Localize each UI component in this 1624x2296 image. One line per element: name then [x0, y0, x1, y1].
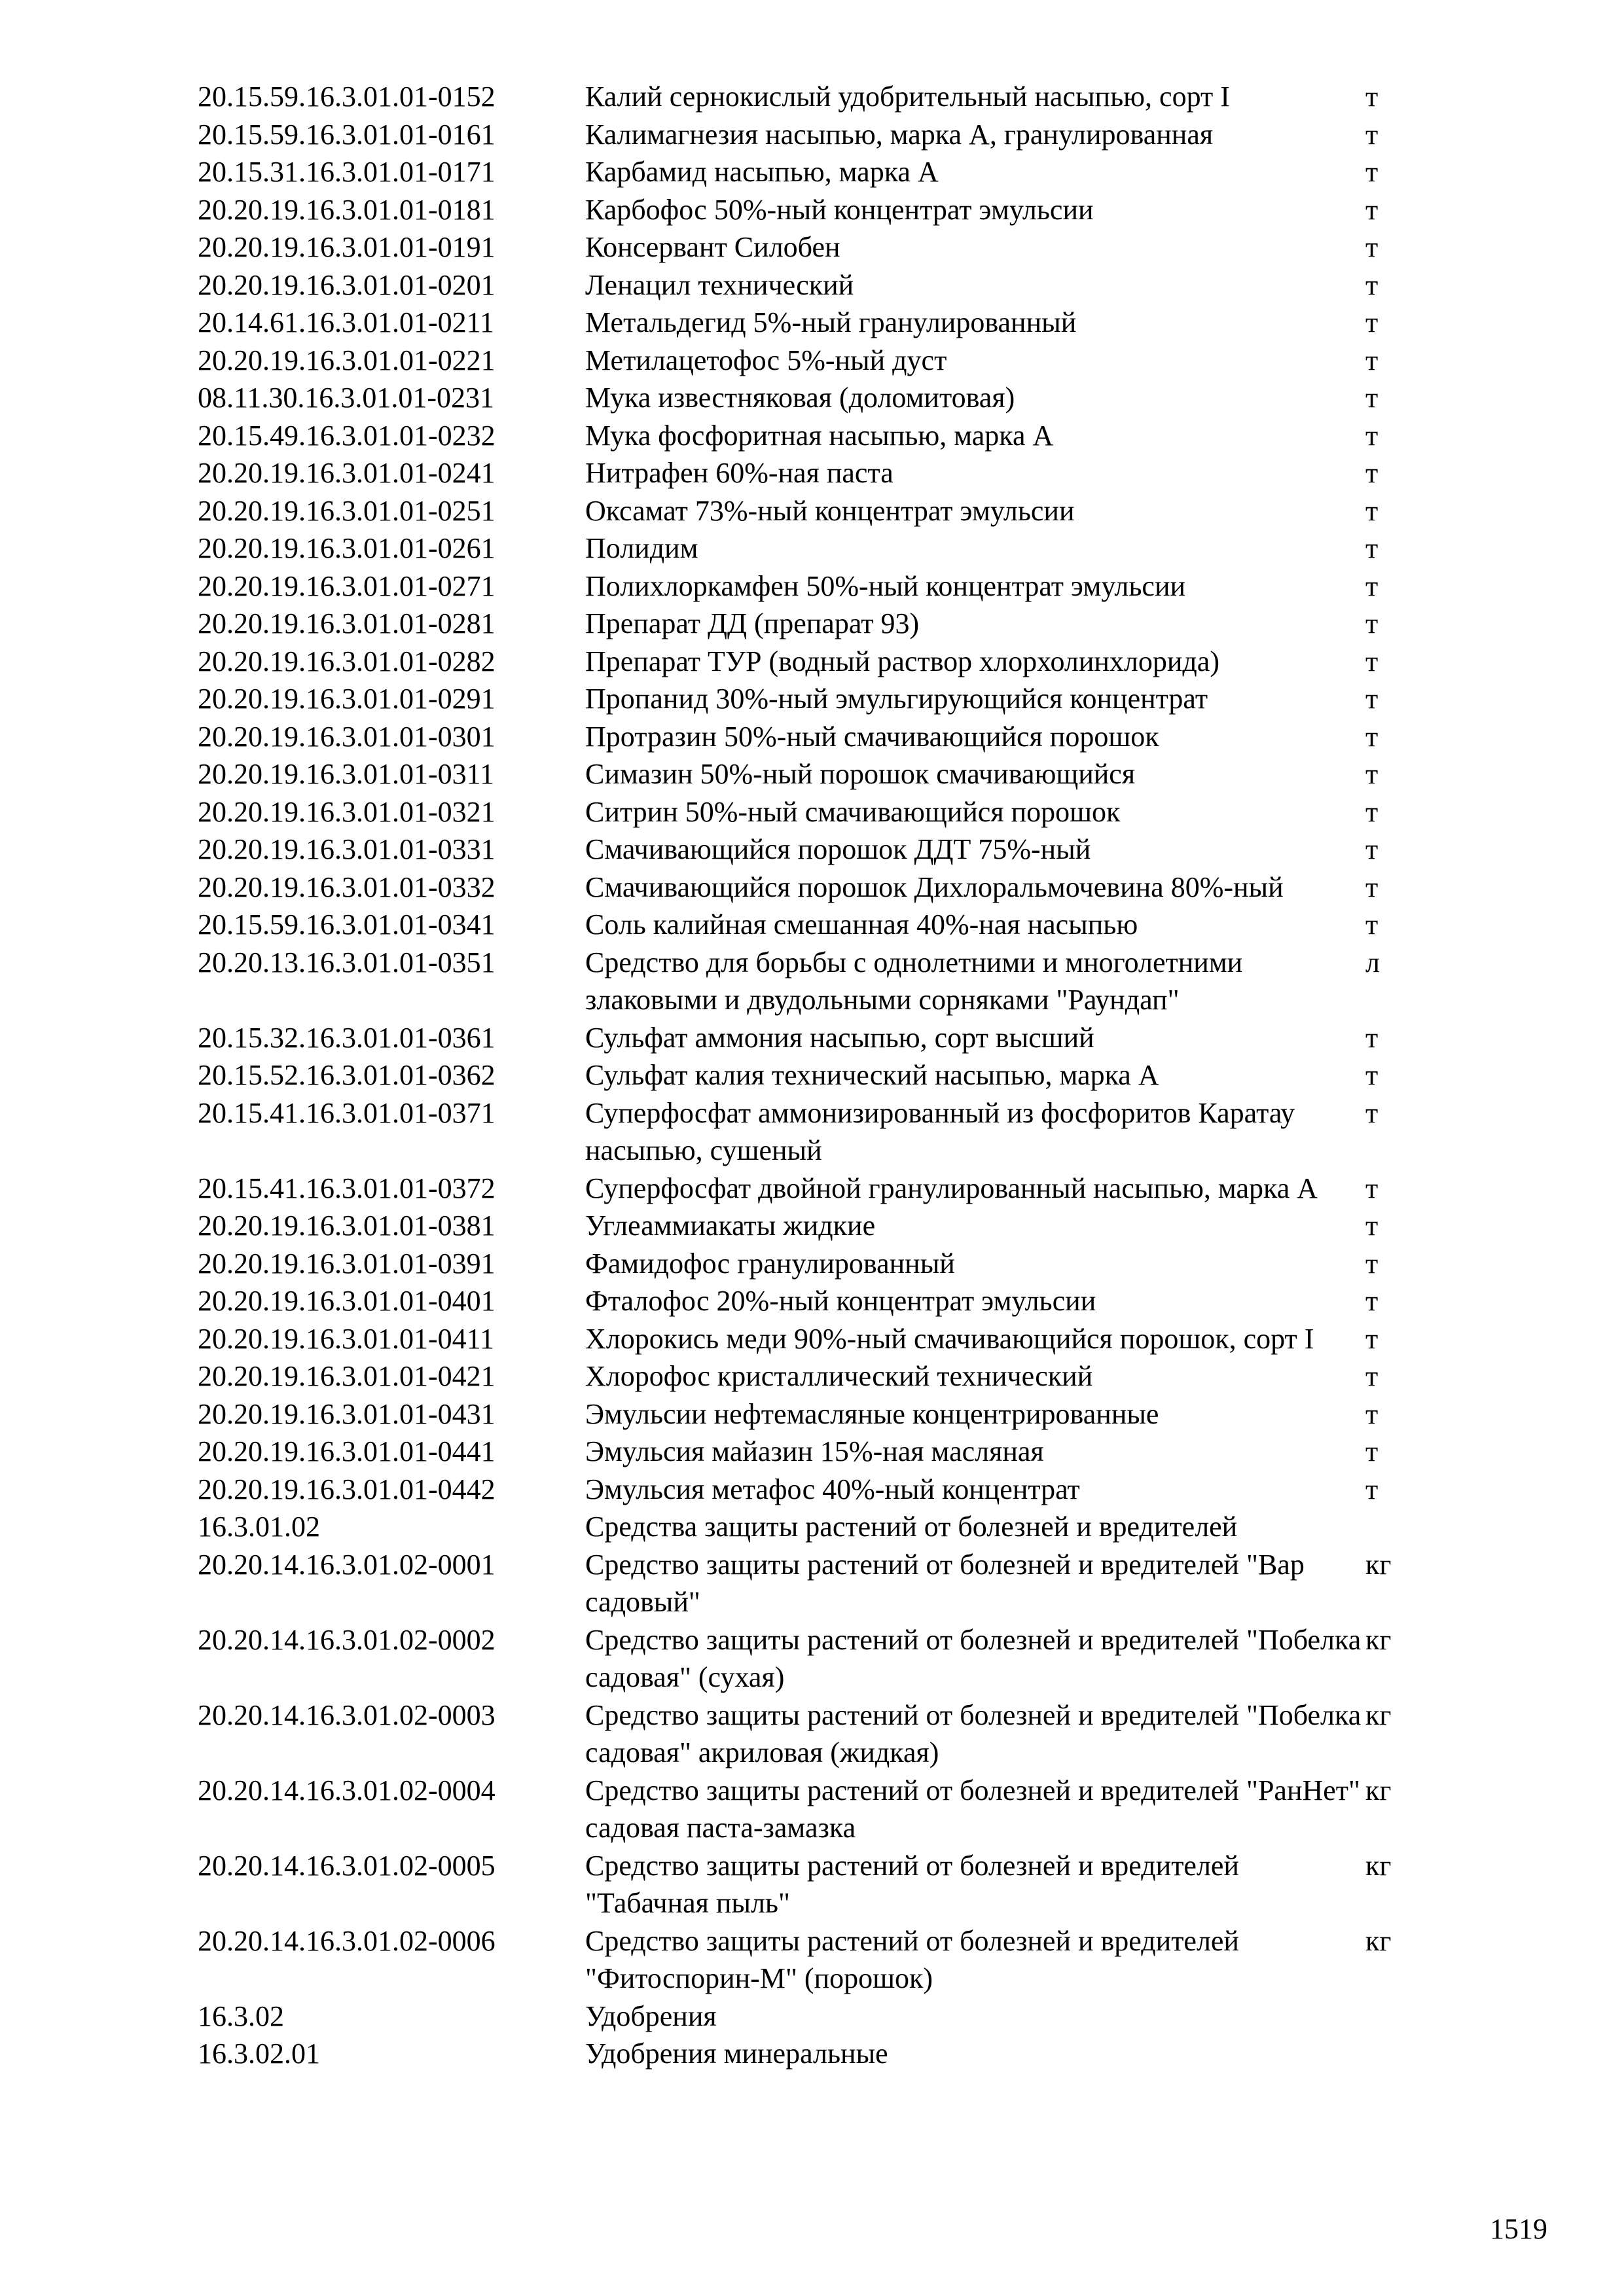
resource-name: Эмульсии нефтемасляные концентрированные: [585, 1397, 1159, 1430]
resource-code: 20.20.14.16.3.01.02-0005: [198, 1849, 496, 1882]
resource-code: 20.20.19.16.3.01.01-0381: [198, 1210, 496, 1242]
resource-unit: т: [1365, 720, 1379, 753]
resource-unit: т: [1365, 1397, 1379, 1430]
resource-name: Средство защиты растений от болезней и вредителей "Фитоспорин-М" (порошок): [585, 1924, 1239, 1994]
resource-code: 20.20.19.16.3.01.01-0311: [198, 758, 495, 790]
table-row: [198, 1998, 1441, 2036]
resource-unit: т: [1365, 532, 1379, 564]
resource-code: 20.20.19.16.3.01.01-0332: [198, 870, 496, 903]
resource-name: Смачивающийся порошок Дихлоральмочевина 80%-ный: [585, 870, 1284, 903]
resource-unit: т: [1365, 306, 1379, 338]
resource-unit: кг: [1365, 1849, 1392, 1882]
resource-name: Средства защиты растений от болезней и вредителей: [585, 1511, 1238, 1543]
resource-code: 08.11.30.16.3.01.01-0231: [198, 382, 495, 414]
resource-code: 20.20.19.16.3.01.01-0241: [198, 457, 496, 489]
resource-name: Протразин 50%-ный смачивающийся порошок: [585, 720, 1159, 753]
resource-unit: т: [1365, 457, 1379, 489]
resource-name: Метальдегид 5%-ный гранулированный: [585, 306, 1077, 338]
table-row: [198, 1508, 1441, 1546]
table-row: [198, 266, 1441, 304]
table-row: [198, 342, 1441, 380]
table-row: [198, 191, 1441, 229]
resource-name: Средство защиты растений от болезней и вредителей "Табачная пыль": [585, 1849, 1239, 1919]
table-row: [198, 1772, 1441, 1847]
resource-code: 20.20.19.16.3.01.01-0391: [198, 1247, 496, 1280]
table-row: [198, 2035, 1441, 2073]
resource-name: Мука известняковая (доломитовая): [585, 382, 1015, 414]
resource-name: Фамидофос гранулированный: [585, 1247, 955, 1280]
table-row: [198, 1696, 1441, 1772]
table-row: [198, 492, 1441, 530]
resource-name: Средство защиты растений от болезней и вредителей "Побелка садовая" акриловая (жидкая): [585, 1698, 1362, 1768]
resource-code: 20.20.19.16.3.01.01-0271: [198, 569, 496, 602]
table-row: [198, 529, 1441, 567]
resource-unit: т: [1365, 1096, 1379, 1129]
table-row: [198, 944, 1441, 1019]
table-row: [198, 1433, 1441, 1471]
resource-unit: т: [1365, 118, 1379, 151]
resource-unit: кг: [1365, 1924, 1392, 1957]
resource-name: Эмульсия майазин 15%-ная масляная: [585, 1435, 1044, 1467]
resource-name: Хлорофос кристаллический технический: [585, 1360, 1093, 1392]
table-row: [198, 1546, 1441, 1621]
table-row: [198, 567, 1441, 605]
resource-name: Средство защиты растений от болезней и вредителей "РанНет" садовая паста-замазка: [585, 1774, 1360, 1844]
table-row: [198, 906, 1441, 944]
resource-name: Смачивающийся порошок ДДТ 75%-ный: [585, 833, 1091, 865]
table-row: [198, 454, 1441, 492]
resource-code: 20.20.14.16.3.01.02-0001: [198, 1548, 496, 1581]
table-row: [198, 304, 1441, 342]
resource-code: 20.15.52.16.3.01.01-0362: [198, 1059, 496, 1091]
resource-unit: т: [1365, 833, 1379, 865]
resource-code: 20.20.19.16.3.01.01-0261: [198, 532, 496, 564]
resource-name: Суперфосфат аммонизированный из фосфоритов Каратау насыпью, сушеный: [585, 1096, 1295, 1166]
resource-code: 20.20.19.16.3.01.01-0282: [198, 645, 496, 677]
resource-name: Нитрафен 60%-ная паста: [585, 457, 893, 489]
resource-name: Средство для борьбы с однолетними и многолетними злаковыми и двудольными сорняками "Раундап": [585, 946, 1243, 1016]
table-row: [198, 417, 1441, 455]
resource-code: 16.3.01.02: [198, 1511, 320, 1543]
page-number: 1519: [1490, 2213, 1547, 2245]
resource-code: 20.15.59.16.3.01.01-0161: [198, 118, 496, 151]
table-row: [198, 680, 1441, 718]
resource-name: Средство защиты растений от болезней и вредителей "Побелка садовая" (сухая): [585, 1623, 1362, 1693]
table-row: [198, 869, 1441, 906]
resource-unit: т: [1365, 81, 1379, 113]
table-row: [198, 1019, 1441, 1057]
resource-code: 16.3.02.01: [198, 2037, 320, 2070]
resource-name: Пропанид 30%-ный эмульгирующийся концентрат: [585, 683, 1208, 715]
resource-name: Соль калийная смешанная 40%-ная насыпью: [585, 908, 1138, 941]
resource-unit: т: [1365, 382, 1379, 414]
resource-code: 20.20.19.16.3.01.01-0431: [198, 1397, 496, 1430]
resource-code: 20.15.41.16.3.01.01-0371: [198, 1096, 496, 1129]
resource-code: 20.15.59.16.3.01.01-0152: [198, 81, 496, 113]
resource-unit: т: [1365, 1322, 1379, 1355]
table-row: [198, 1320, 1441, 1358]
resource-name: Сульфат калия технический насыпью, марка А: [585, 1059, 1159, 1091]
resource-code: 20.20.19.16.3.01.01-0221: [198, 344, 496, 376]
resource-name: Углеаммиакаты жидкие: [585, 1210, 876, 1242]
resource-code: 20.20.19.16.3.01.01-0291: [198, 683, 496, 715]
resource-code: 20.20.19.16.3.01.01-0442: [198, 1473, 496, 1505]
table-row: [198, 718, 1441, 756]
resource-code: 20.20.14.16.3.01.02-0006: [198, 1924, 496, 1957]
resource-unit: т: [1365, 908, 1379, 941]
table-row: [198, 1847, 1441, 1922]
resource-code: 20.20.19.16.3.01.01-0251: [198, 494, 496, 527]
table-row: [198, 793, 1441, 831]
resource-unit: кг: [1365, 1548, 1392, 1581]
table-row: [198, 643, 1441, 681]
resource-unit: т: [1365, 1285, 1379, 1317]
resource-code: 20.15.32.16.3.01.01-0361: [198, 1021, 496, 1054]
resource-code: 20.20.19.16.3.01.01-0321: [198, 795, 496, 828]
table-row: [198, 755, 1441, 793]
resource-code: 20.15.41.16.3.01.01-0372: [198, 1172, 496, 1204]
resource-code: 20.20.19.16.3.01.01-0401: [198, 1285, 496, 1317]
table-row: [198, 1471, 1441, 1509]
table-row: [198, 78, 1441, 116]
resource-name: Метилацетофос 5%-ный дуст: [585, 344, 947, 376]
table-row: [198, 228, 1441, 266]
resource-name: Фталофос 20%-ный концентрат эмульсии: [585, 1285, 1096, 1317]
resource-name: Эмульсия метафос 40%-ный концентрат: [585, 1473, 1080, 1505]
resource-code: 16.3.02: [198, 2000, 284, 2032]
resource-unit: т: [1365, 1172, 1379, 1204]
resource-code: 20.20.13.16.3.01.01-0351: [198, 946, 496, 978]
resource-name: Карбофос 50%-ный концентрат эмульсии: [585, 193, 1094, 226]
resource-name: Полихлоркамфен 50%-ный концентрат эмульсии: [585, 569, 1186, 602]
table-row: [198, 1357, 1441, 1395]
resource-unit: т: [1365, 1247, 1379, 1280]
resource-name: Хлорокись меди 90%-ный смачивающийся порошок, сорт I: [585, 1322, 1314, 1355]
resource-code: 20.20.19.16.3.01.01-0441: [198, 1435, 496, 1467]
table-row: [198, 1170, 1441, 1208]
resource-name: Средство защиты растений от болезней и вредителей "Вар садовый": [585, 1548, 1305, 1618]
resource-unit: т: [1365, 156, 1379, 188]
resource-unit: т: [1365, 569, 1379, 602]
resource-code: 20.20.19.16.3.01.01-0181: [198, 193, 496, 226]
table-row: [198, 1922, 1441, 1998]
table-row: [198, 1621, 1441, 1696]
resource-name: Оксамат 73%-ный концентрат эмульсии: [585, 494, 1075, 527]
resource-code: 20.20.19.16.3.01.01-0411: [198, 1322, 495, 1355]
resource-name: Удобрения минеральные: [585, 2037, 888, 2070]
resource-code: 20.20.14.16.3.01.02-0004: [198, 1774, 496, 1806]
resource-name: Суперфосфат двойной гранулированный насыпью, марка А: [585, 1172, 1318, 1204]
table-row: [198, 605, 1441, 643]
resource-unit: т: [1365, 1435, 1379, 1467]
resource-code: 20.20.19.16.3.01.01-0201: [198, 268, 496, 301]
resource-unit: т: [1365, 607, 1379, 639]
table-row: [198, 1282, 1441, 1320]
resource-code: 20.20.19.16.3.01.01-0301: [198, 720, 496, 753]
resource-unit: т: [1365, 344, 1379, 376]
resource-code: 20.15.31.16.3.01.01-0171: [198, 156, 496, 188]
resource-name: Удобрения: [585, 2000, 717, 2032]
resource-unit: т: [1365, 645, 1379, 677]
resource-name: Сульфат аммония насыпью, сорт высший: [585, 1021, 1094, 1054]
resource-unit: т: [1365, 795, 1379, 828]
resource-code: 20.20.14.16.3.01.02-0002: [198, 1623, 496, 1656]
resource-name: Симазин 50%-ный порошок смачивающийся: [585, 758, 1136, 790]
resource-unit: т: [1365, 1473, 1379, 1505]
table-row: [198, 379, 1441, 417]
resource-unit: т: [1365, 1210, 1379, 1242]
table-row: [198, 153, 1441, 191]
resource-unit: т: [1365, 1021, 1379, 1054]
table-row: [198, 1094, 1441, 1170]
resource-name: Ситрин 50%-ный смачивающийся порошок: [585, 795, 1121, 828]
resource-unit: л: [1365, 946, 1380, 978]
resource-name: Калий сернокислый удобрительный насыпью, сорт I: [585, 81, 1230, 113]
resource-unit: кг: [1365, 1698, 1392, 1731]
resource-name: Калимагнезия насыпью, марка А, гранулированная: [585, 118, 1214, 151]
resource-name: Полидим: [585, 532, 698, 564]
resource-unit: т: [1365, 1059, 1379, 1091]
table-row: [198, 1395, 1441, 1433]
resource-name: Мука фосфоритная насыпью, марка А: [585, 419, 1054, 452]
resource-unit: т: [1365, 494, 1379, 527]
resource-name: Консервант Силобен: [585, 231, 840, 263]
resource-code: 20.20.19.16.3.01.01-0191: [198, 231, 496, 263]
table-row: [198, 1207, 1441, 1245]
resource-code: 20.20.19.16.3.01.01-0331: [198, 833, 496, 865]
resource-unit: т: [1365, 419, 1379, 452]
table-row: [198, 831, 1441, 869]
resource-unit: т: [1365, 758, 1379, 790]
resource-code: 20.20.19.16.3.01.01-0421: [198, 1360, 496, 1392]
resource-code: 20.20.19.16.3.01.01-0281: [198, 607, 496, 639]
resource-unit: т: [1365, 231, 1379, 263]
table-row: [198, 1056, 1441, 1094]
resource-unit: кг: [1365, 1623, 1392, 1656]
resource-unit: т: [1365, 870, 1379, 903]
resource-unit: кг: [1365, 1774, 1392, 1806]
resource-code: 20.14.61.16.3.01.01-0211: [198, 306, 495, 338]
resource-code: 20.15.49.16.3.01.01-0232: [198, 419, 496, 452]
table-row: [198, 1245, 1441, 1283]
resource-unit: т: [1365, 1360, 1379, 1392]
resource-name: Карбамид насыпью, марка А: [585, 156, 939, 188]
resource-name: Препарат ДД (препарат 93): [585, 607, 920, 639]
resource-code: 20.15.59.16.3.01.01-0341: [198, 908, 496, 941]
resource-unit: т: [1365, 193, 1379, 226]
resource-table: [198, 78, 1441, 2073]
resource-code: 20.20.14.16.3.01.02-0003: [198, 1698, 496, 1731]
resource-unit: т: [1365, 683, 1379, 715]
resource-name: Ленацил технический: [585, 268, 854, 301]
resource-unit: т: [1365, 268, 1379, 301]
resource-name: Препарат ТУР (водный раствор хлорхолинхлорида): [585, 645, 1219, 677]
table-row: [198, 116, 1441, 154]
